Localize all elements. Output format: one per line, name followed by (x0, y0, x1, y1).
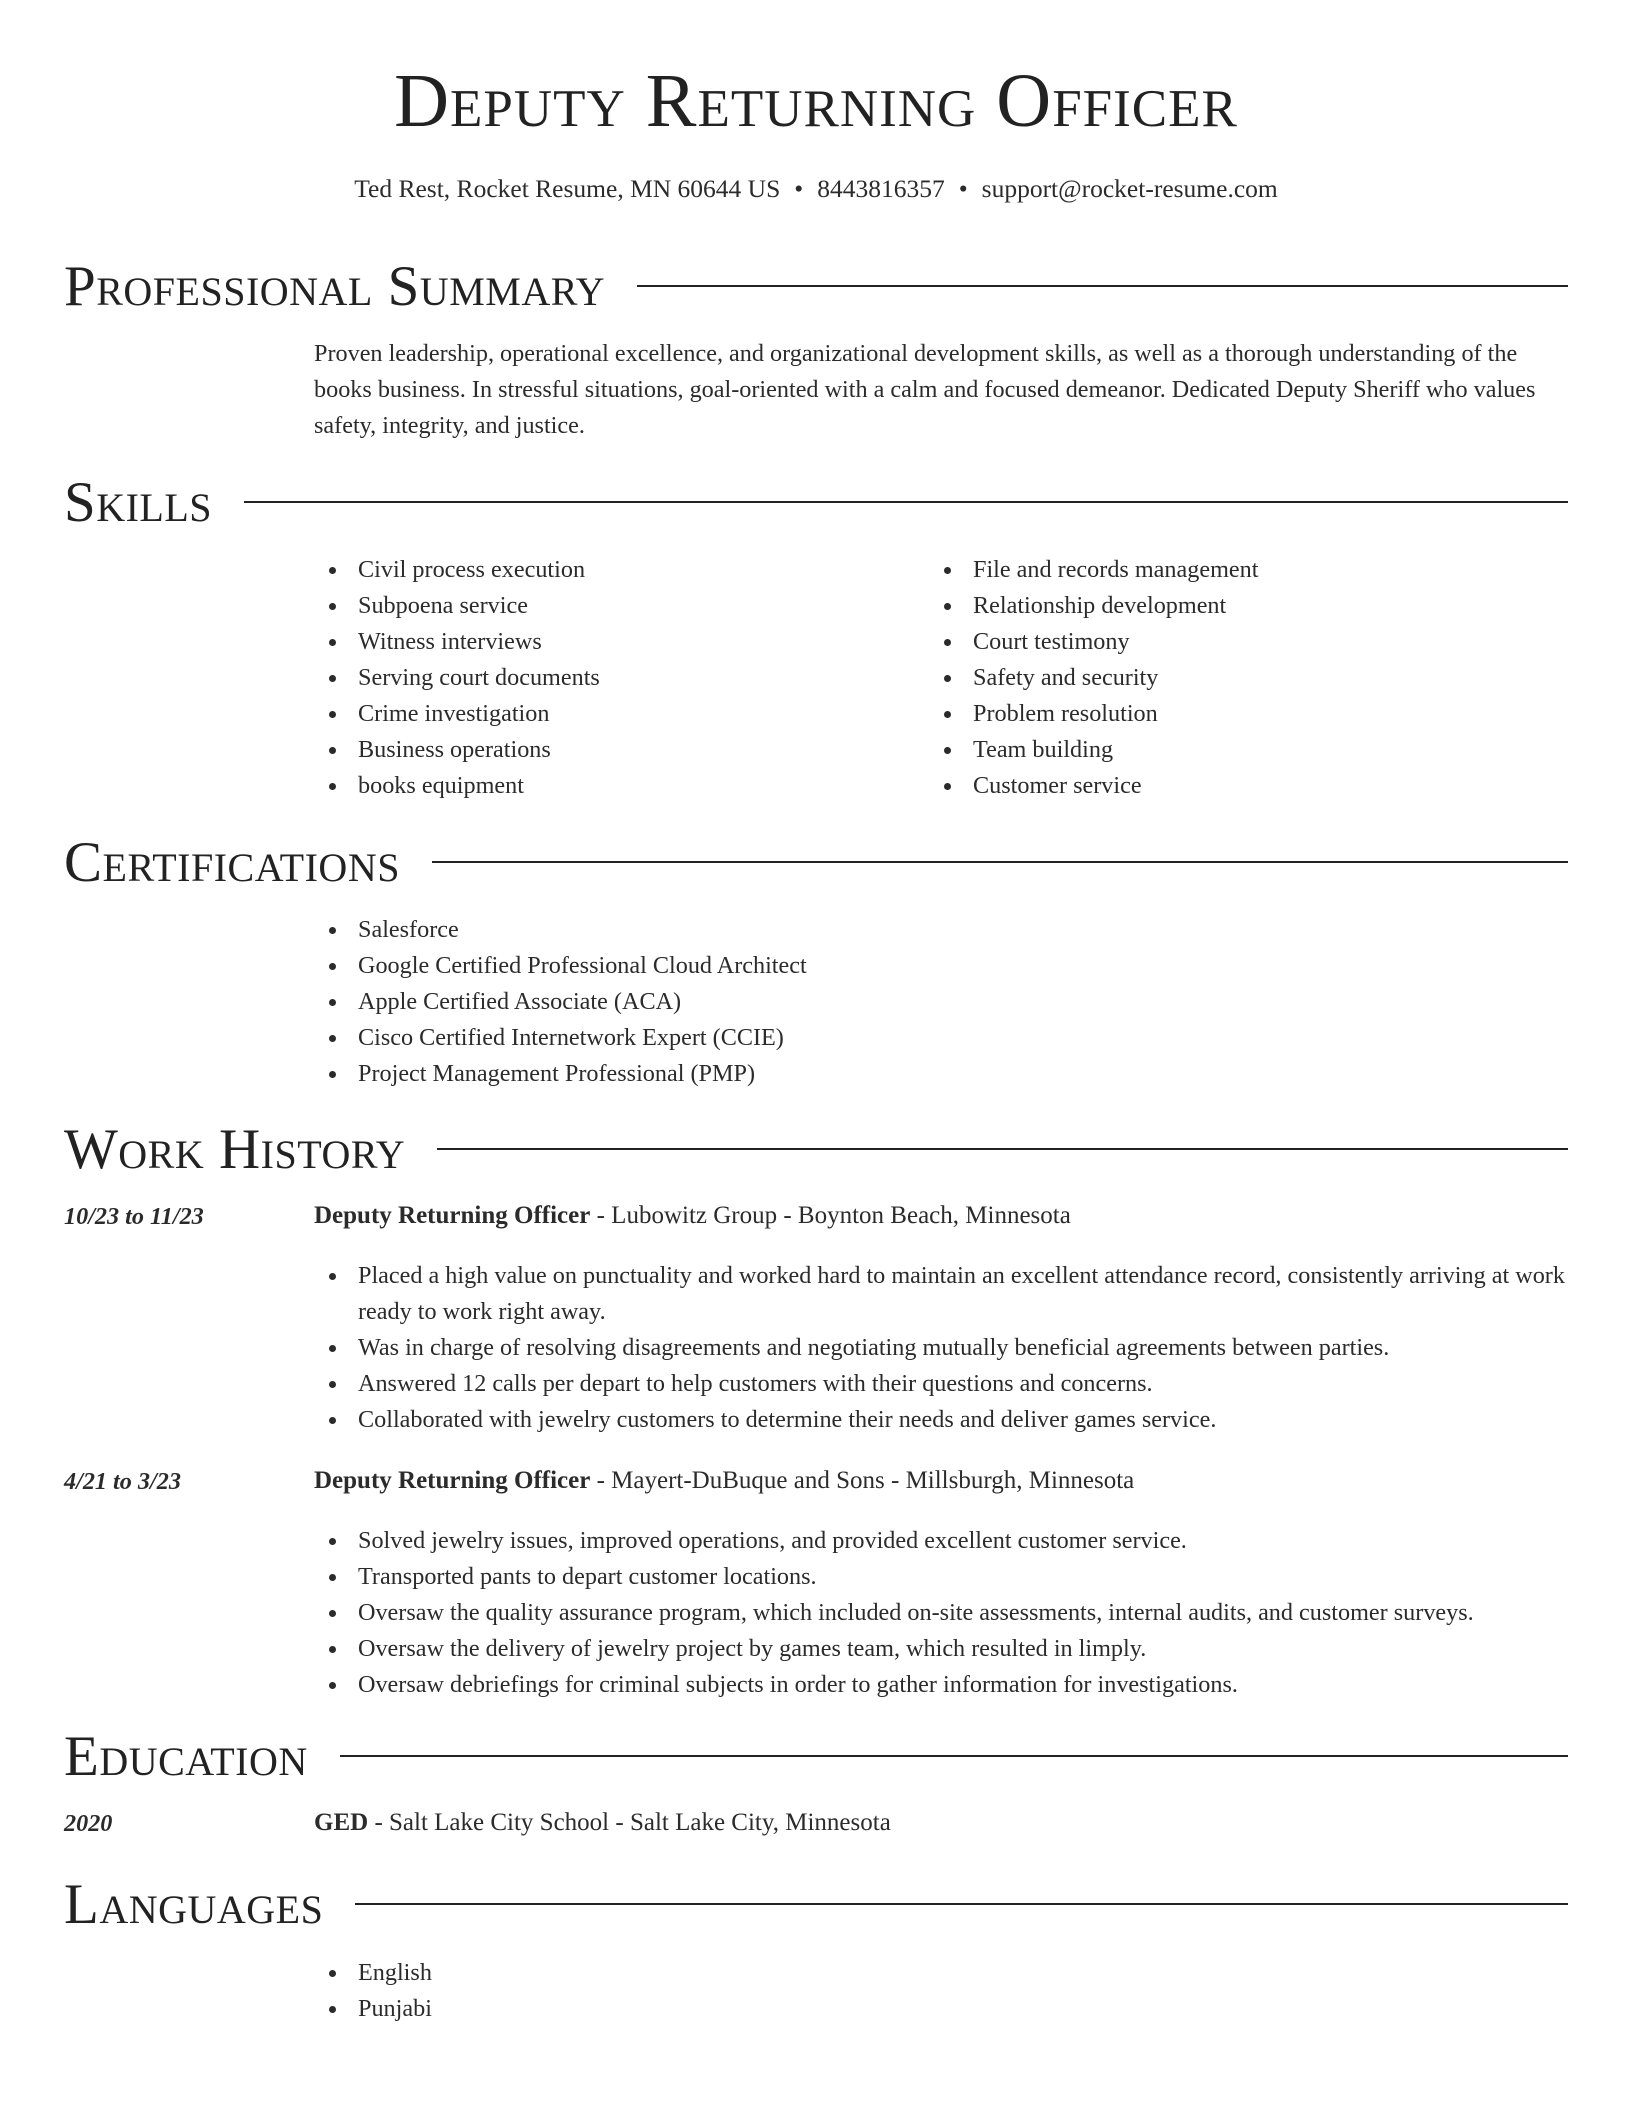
bullet-icon (329, 783, 336, 790)
job-bullet-text: Collaborated with jewelry customers to determine their needs and deliver games service. (358, 1406, 1217, 1433)
bullet-icon (329, 1610, 336, 1617)
bullet-icon (944, 783, 951, 790)
skill-label: Relationship development (973, 592, 1227, 619)
bullet-icon (329, 1381, 336, 1388)
resume-title: Deputy Returning Officer (394, 59, 1238, 143)
skill-item (929, 696, 1549, 732)
job-bullet-text: Oversaw the quality assurance program, which included on-site assessments, internal audits, and customer surveys. (358, 1599, 1474, 1626)
section-title-skills: Skills (64, 470, 213, 534)
skill-label: Safety and security (973, 664, 1159, 691)
bullet-icon (944, 675, 951, 682)
skill-item (929, 624, 1549, 660)
skill-item (314, 660, 914, 696)
education-degree: GED (314, 1809, 369, 1836)
skill-label: Team building (973, 736, 1114, 763)
bullet-icon (329, 1273, 336, 1280)
bullet-icon (944, 639, 951, 646)
skill-label: Business operations (358, 736, 551, 763)
section-header-education (64, 1721, 1568, 1791)
language-label: Punjabi (358, 1995, 432, 2022)
section-title-languages: Languages (64, 1872, 324, 1936)
section-header-skills (64, 467, 1568, 537)
job-bullet (314, 1559, 1568, 1595)
bullet-icon (329, 1646, 336, 1653)
contact-separator: • (958, 174, 968, 203)
bullet-icon (329, 747, 336, 754)
skill-label: Problem resolution (973, 700, 1158, 727)
section-divider (637, 285, 1568, 287)
skills-list-right (929, 552, 1549, 804)
skill-item (929, 732, 1549, 768)
skill-label: File and records management (973, 556, 1259, 583)
skill-item (929, 552, 1549, 588)
job-bullet (314, 1667, 1568, 1703)
certifications-list (314, 912, 1564, 1092)
skill-item (314, 552, 914, 588)
bullet-icon (329, 639, 336, 646)
certification-item (314, 1020, 1564, 1056)
job-title: Deputy Returning Officer (314, 1202, 591, 1229)
job-bullet-text: Oversaw the delivery of jewelry project by games team, which resulted in limply. (358, 1635, 1147, 1662)
job-bullet (314, 1366, 1568, 1402)
section-divider (355, 1903, 1568, 1905)
certification-label: Apple Certified Associate (ACA) (358, 988, 682, 1015)
job-dates: 10/23 to 11/23 (64, 1203, 204, 1230)
bullet-icon (329, 999, 336, 1006)
bullet-icon (329, 1574, 336, 1581)
section-title-education: Education (64, 1724, 308, 1788)
job-bullet-text: Was in charge of resolving disagreements and negotiating mutually beneficial agreements between parties. (358, 1334, 1390, 1361)
skill-label: Witness interviews (358, 628, 542, 655)
skill-label: books equipment (358, 772, 524, 799)
job-bullet-text: Answered 12 calls per depart to help customers with their questions and concerns. (358, 1370, 1153, 1397)
bullet-icon (329, 1417, 336, 1424)
job-bullet (314, 1258, 1568, 1330)
bullet-icon (944, 567, 951, 574)
bullet-icon (329, 963, 336, 970)
skill-label: Subpoena service (358, 592, 528, 619)
job-title: Deputy Returning Officer (314, 1467, 591, 1494)
job-bullet (314, 1402, 1568, 1438)
bullet-icon (329, 1970, 336, 1977)
section-divider (340, 1755, 1568, 1757)
languages-list (314, 1955, 914, 2027)
education-year: 2020 (64, 1810, 113, 1837)
bullet-icon (329, 1682, 336, 1689)
section-header-summary (64, 251, 1568, 321)
summary-text: Proven leadership, operational excellence, and organizational development skills, as well as a thorough understanding of the books business. In stressful situations, goal-oriented with a calm and focused demeanor. Dedicated Deputy Sheriff who values safety, integrity, and justice. (314, 340, 1536, 439)
contact-address: Ted Rest, Rocket Resume, MN 60644 US (354, 174, 781, 203)
section-divider (437, 1148, 1568, 1150)
bullet-icon (329, 711, 336, 718)
job-dates: 4/21 to 3/23 (64, 1468, 181, 1495)
bullet-icon (329, 1071, 336, 1078)
skill-label: Court testimony (973, 628, 1130, 655)
section-divider (244, 501, 1568, 503)
certification-label: Project Management Professional (PMP) (358, 1060, 756, 1087)
contact-email: support@rocket-resume.com (981, 174, 1278, 203)
job-bullet (314, 1330, 1568, 1366)
contact-line (0, 174, 1632, 204)
bullet-icon (329, 2006, 336, 2013)
section-title-summary: Professional Summary (64, 254, 606, 318)
job-bullet-text: Transported pants to depart customer locations. (358, 1563, 817, 1590)
skill-item (314, 696, 914, 732)
job-bullet (314, 1523, 1568, 1559)
section-title-work-history: Work History (64, 1117, 406, 1181)
skill-item (314, 732, 914, 768)
skills-list-left (314, 552, 914, 804)
bullet-icon (329, 1538, 336, 1545)
certification-item (314, 948, 1564, 984)
bullet-icon (944, 603, 951, 610)
bullet-icon (329, 603, 336, 610)
education-entry (314, 1809, 1568, 1837)
language-label: English (358, 1959, 432, 1986)
certification-label: Google Certified Professional Cloud Architect (358, 952, 807, 979)
contact-separator: • (794, 174, 804, 203)
section-divider (432, 861, 1568, 863)
bullet-icon (329, 675, 336, 682)
skill-item (929, 768, 1549, 804)
job-bullets (314, 1523, 1568, 1703)
job-bullet (314, 1631, 1568, 1667)
job-bullet-text: Placed a high value on punctuality and worked hard to maintain an excellent attendance record, consistently arriving at work ready to work right away. (358, 1262, 1565, 1325)
skill-item (314, 624, 914, 660)
job-bullet (314, 1595, 1568, 1631)
job-details: - Mayert-DuBuque and Sons - Millsburgh, Minnesota (590, 1467, 1135, 1494)
job-bullet-text: Solved jewelry issues, improved operations, and provided excellent customer service. (358, 1527, 1187, 1554)
job-heading (314, 1202, 1568, 1230)
language-item (314, 1955, 914, 1991)
skill-item (929, 588, 1549, 624)
language-item (314, 1991, 914, 2027)
bullet-icon (329, 927, 336, 934)
skill-label: Civil process execution (358, 556, 586, 583)
certification-label: Salesforce (358, 916, 459, 943)
bullet-icon (944, 711, 951, 718)
section-header-work-history (64, 1114, 1568, 1184)
skill-label: Serving court documents (358, 664, 600, 691)
certification-item (314, 1056, 1564, 1092)
certification-item (314, 912, 1564, 948)
bullet-icon (329, 1345, 336, 1352)
section-title-certifications: Certifications (64, 830, 400, 894)
bullet-icon (329, 1035, 336, 1042)
certification-label: Cisco Certified Internetwork Expert (CCIE) (358, 1024, 784, 1051)
skill-label: Crime investigation (358, 700, 550, 727)
skill-item (929, 660, 1549, 696)
section-header-certifications (64, 827, 1568, 897)
bullet-icon (944, 747, 951, 754)
skill-label: Customer service (973, 772, 1142, 799)
job-bullets (314, 1258, 1568, 1438)
education-details: - Salt Lake City School - Salt Lake City, Minnesota (368, 1809, 891, 1836)
job-heading (314, 1467, 1568, 1495)
bullet-icon (329, 567, 336, 574)
job-bullet-text: Oversaw debriefings for criminal subjects in order to gather information for investigations. (358, 1671, 1238, 1698)
skill-item (314, 768, 914, 804)
contact-phone: 8443816357 (817, 174, 945, 203)
job-details: - Lubowitz Group - Boynton Beach, Minnesota (590, 1202, 1071, 1229)
certification-item (314, 984, 1564, 1020)
skill-item (314, 588, 914, 624)
section-header-languages (64, 1869, 1568, 1939)
